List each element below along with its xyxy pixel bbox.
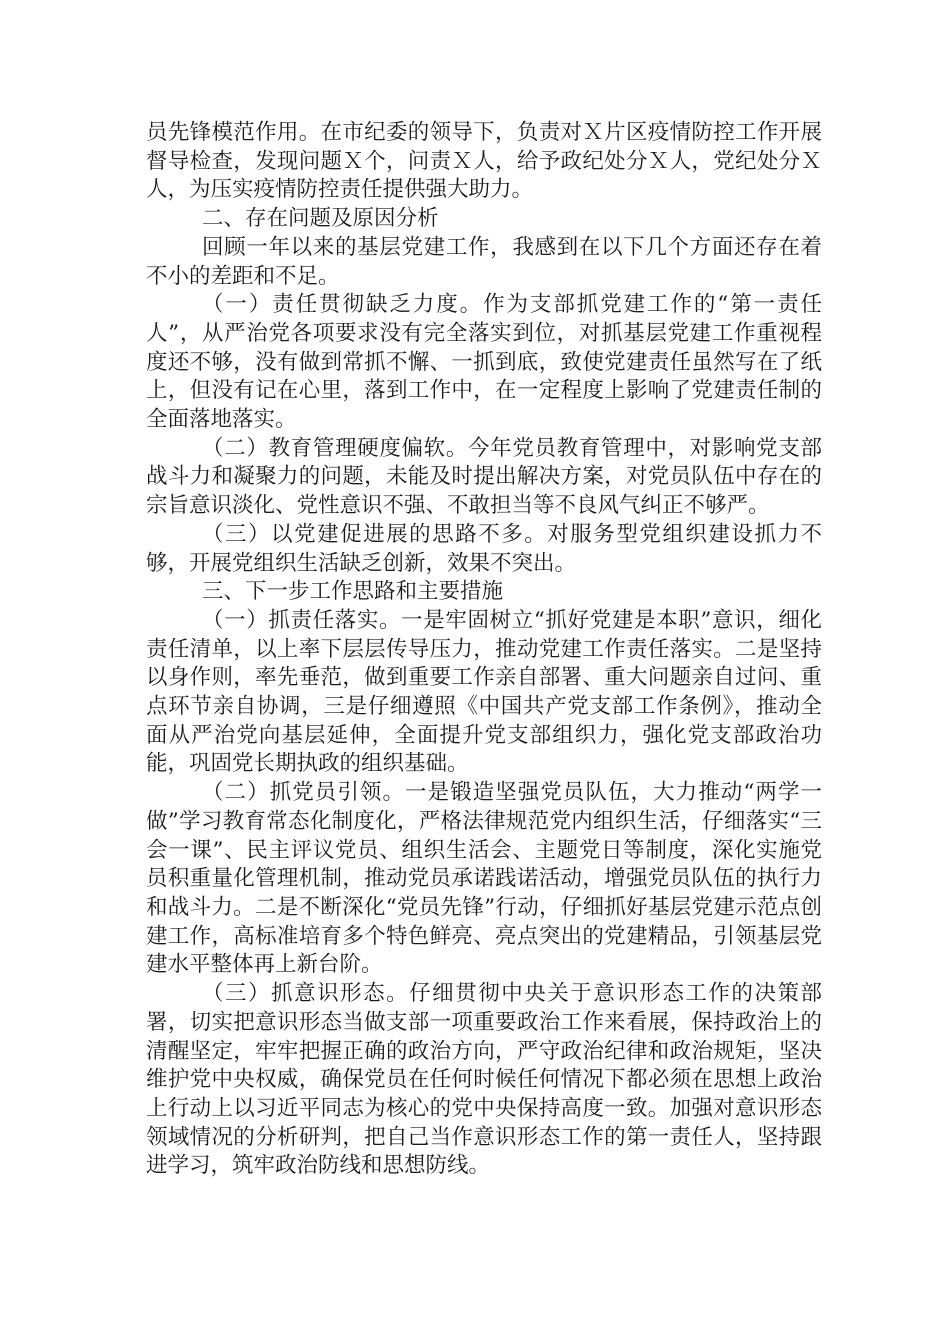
paragraph-problem-2: （二）教育管理硬度偏软。今年党员教育管理中，对影响党支部战斗力和凝聚力的问题，未能及时提出解决方案，对党员队伍中存在的宗旨意识淡化、党性意识不强、不敢担当等不良风气纠正不够严。 (146, 435, 822, 519)
paragraph-continuation: 员先锋模范作用。在市纪委的领导下，负责对Ｘ片区疫情防控工作开展督导检查，发现问题Ｘ个，问责Ｘ人，给予政纪处分Ｘ人，党纪处分Ｘ人，为压实疫情防控责任提供强大助力。 (146, 120, 822, 203)
paragraph-problem-3: （三）以党建促进展的思路不多。对服务型党组织建设抓力不够，开展党组织生活缺乏创新，效果不突出。 (146, 521, 822, 576)
paragraph-measure-3: （三）抓意识形态。仔细贯彻中央关于意识形态工作的决策部署，切实把意识形态当做支部一项重要政治工作来看展，保持政治上的清醒坚定，牢牢把握正确的政治方向，严守政治纪律和政治规矩，坚决维护党中央权威，确保党员在任何时候任何情况下都必须在思想上政治上行动上以习近平同志为核心的党中央保持高度一致。加强对意识形态领域情况的分析研判，把自己当作意识形态工作的第一责任人，坚持跟进学习，筑牢政治防线和思想防线。 (146, 981, 822, 1179)
paragraph-review: 回顾一年以来的基层党建工作，我感到在以下几个方面还存在着不小的差距和不足。 (146, 234, 822, 289)
document-page (146, 119, 822, 1181)
paragraph-measure-2: （二）抓党员引领。一是锻造坚强党员队伍，大力推动“两学一做”学习教育常态化制度化，严格法律规范党内组织生活，仔细落实“三会一课”、民主评议党员、组织生活会、主题党日等制度，深化实施党员积重量化管理机制，推动党员承诺践诺活动，增强党员队伍的执行力和战斗力。二是不断深化“党员先锋”行动，仔细抓好基层党建示范点创建工作，高标准培育多个特色鲜亮、亮点突出的党建精品，引领基层党建水平整体再上新台阶。 (146, 780, 822, 978)
section-heading-next-steps: 三、下一步工作思路和主要措施 (202, 579, 504, 605)
section-heading-problems: 二、存在问题及原因分析 (202, 206, 439, 232)
paragraph-problem-1: （一）责任贯彻缺乏力度。作为支部抓党建工作的“第一责任人”，从严治党各项要求没有完全落实到位，对抓基层党建工作重视程度还不够，没有做到常抓不懈、一抓到底，致使党建责任虽然写在了纸上，但没有记在心里，落到工作中，在一定程度上影响了党建责任制的全面落地落实。 (146, 292, 822, 433)
paragraph-measure-1: （一）抓责任落实。一是牢固树立“抓好党建是本职”意识，细化责任清单，以上率下层层传导压力，推动党建工作责任落实。二是坚持以身作则，率先垂范，做到重要工作亲自部署、重大问题亲自过问、重点环节亲自协调，三是仔细遵照《中国共产党支部工作条例》，推动全面从严治党向基层延伸，全面提升党支部组织力，强化党支部政治功能，巩固党长期执政的组织基础。 (146, 607, 822, 777)
